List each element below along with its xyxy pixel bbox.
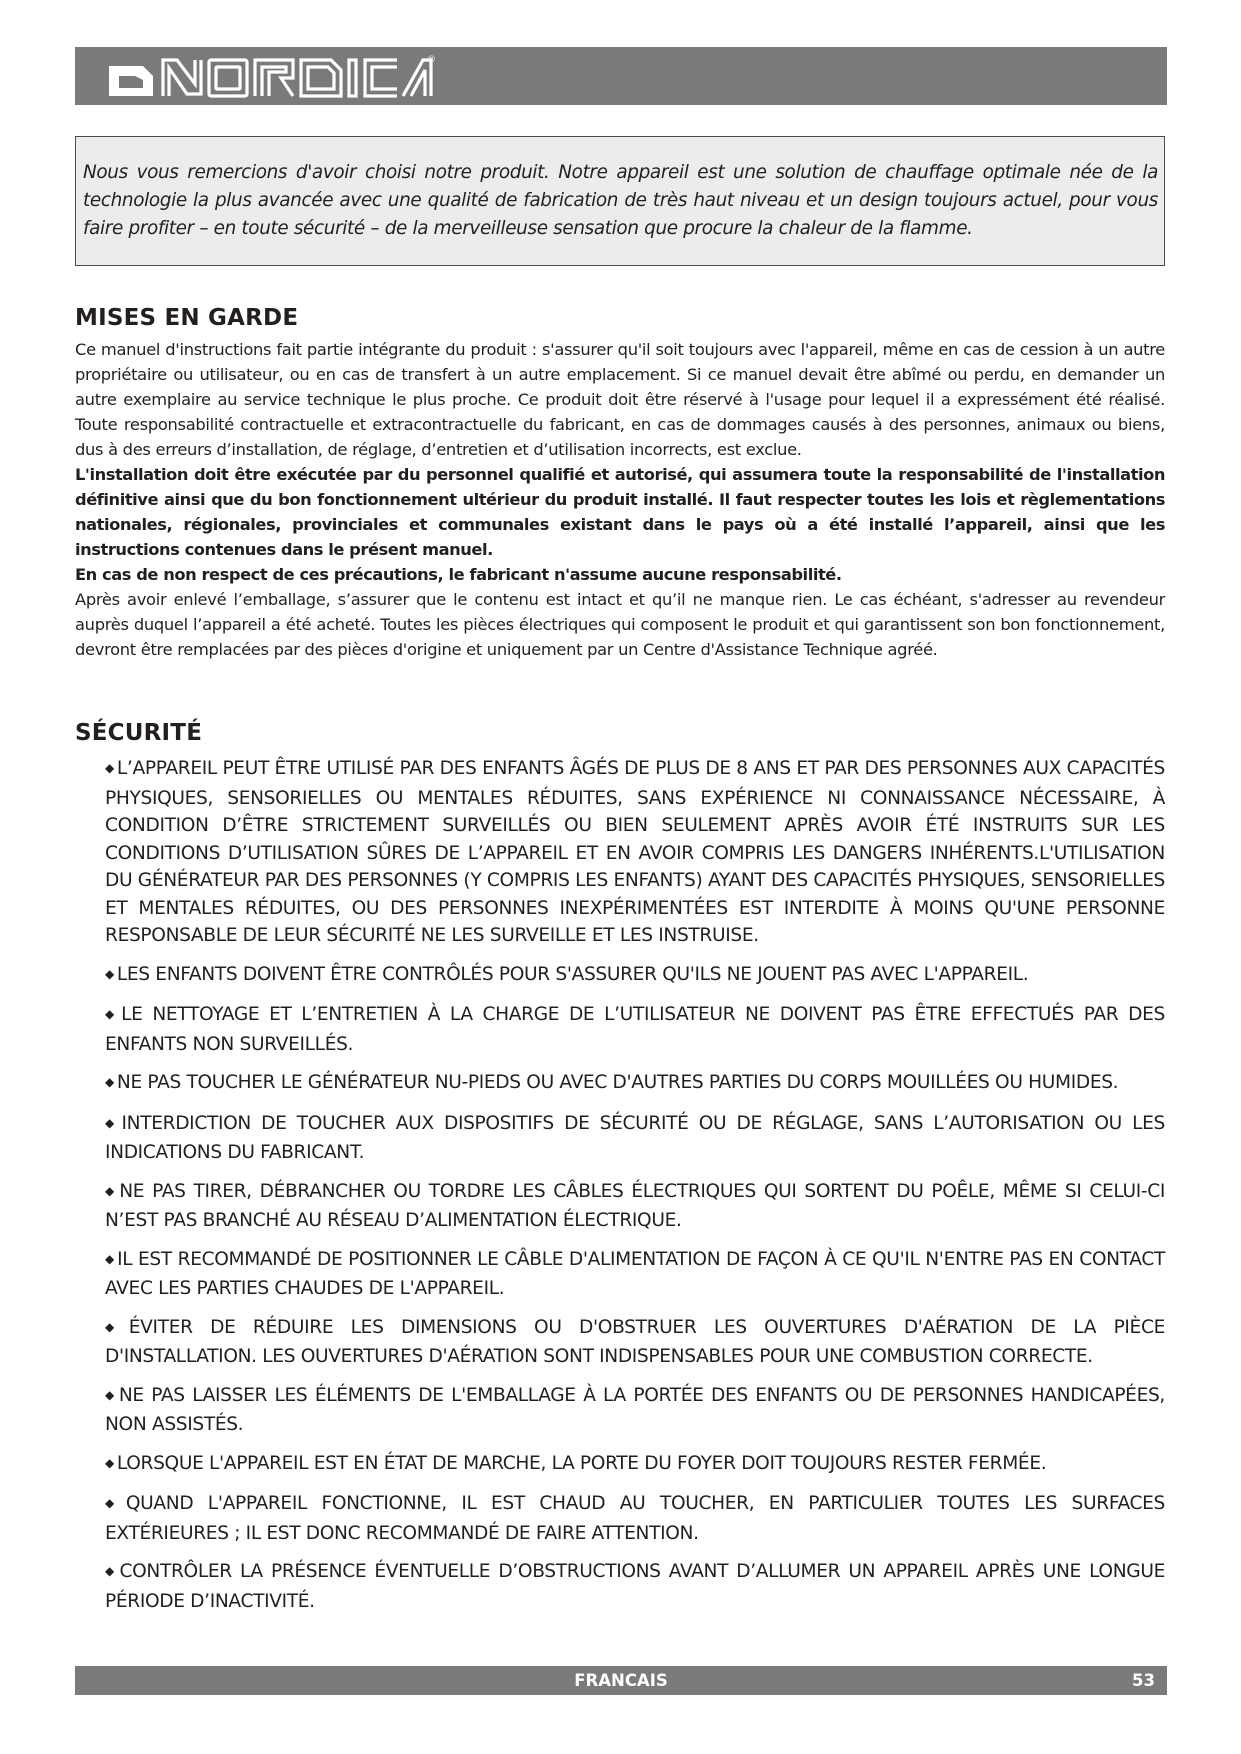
diamond-bullet-icon: ◆: [105, 1183, 117, 1198]
list-item: ◆ LE NETTOYAGE ET L’ENTRETIEN À LA CHARGE DE L’UTILISATEUR NE DOIVENT PAS ÊTRE EFFECTUÉS PAR DES ENFANTS NON SURVEILLÉS.: [105, 1004, 1165, 1055]
nordica-logo-icon: [105, 52, 435, 100]
diamond-bullet-icon: ◆: [105, 1564, 117, 1578]
list-item: ◆ ÉVITER DE RÉDUIRE LES DIMENSIONS OU D'OBSTRUER LES OUVERTURES D'AÉRATION DE LA PIÈCE D'INSTALLATION. LES OUVERTURES D'AÉRATION SONT INDISPENSABLES POUR UNE COMBUSTION CORRECTE.: [105, 1316, 1165, 1367]
diamond-bullet-icon: ◆: [105, 1115, 119, 1130]
mises-en-garde-body: [75, 337, 1165, 662]
list-item: ◆ NE PAS TIRER, DÉBRANCHER OU TORDRE LES CÂBLES ÉLECTRIQUES QUI SORTENT DU POÊLE, MÊME SI CELUI-CI N’EST PAS BRANCHÉ AU RÉSEAU D’ALIMENTATION ÉLECTRIQUE.: [105, 1180, 1165, 1231]
diamond-bullet-icon: ◆: [105, 1319, 126, 1334]
intro-text: Nous vous remercions d'avoir choisi notre produit. Notre appareil est une solution de chauffage optimale née de la technologie la plus avancée avec une qualité de fabrication de très haut niveau et un design toujours actuel, pour vous faire profiter – en toute sécurité – de la merveilleuse sensation que procure la chaleur de la flamme.: [83, 162, 1158, 239]
footer-bar: [75, 1666, 1167, 1695]
diamond-bullet-icon: ◆: [105, 1007, 119, 1021]
warning-bold-1: L'installation doit être exécutée par du personnel qualifié et autorisé, qui assumera toute la responsabilité de l'installation définitive ainsi que du bon fonctionnement ultérieur du produit installé. Il faut respecter toutes les lois et règlementations nationales, régionales, provinciales et communales existant dans le pays où a été installé l’appareil, ainsi que les instructions contenues dans le présent manuel.: [75, 465, 1165, 559]
diamond-bullet-icon: ◆: [105, 1496, 123, 1510]
diamond-bullet-icon: ◆: [105, 1387, 116, 1402]
diamond-bullet-icon: ◆: [105, 1075, 114, 1089]
diamond-bullet-icon: ◆: [105, 1455, 114, 1470]
list-item: ◆ L’APPAREIL PEUT ÊTRE UTILISÉ PAR DES ENFANTS ÂGÉS DE PLUS DE 8 ANS ET PAR DES PERSONNES AUX CAPACITÉS PHYSIQUES, SENSORIELLES OU MENTALES RÉDUITES, SANS EXPÉRIENCE NI CONNAISSANCE NÉCESSAIRE, À CONDITION D’ÊTRE STRICTEMENT SURVEILLÉS OU BIEN SEULEMENT APRÈS AVOIR ÉTÉ INSTRUITS SUR LES CONDITIONS D’UTILISATION SÛRES DE L’APPAREIL ET EN AVOIR COMPRIS LES DANGERS INHÉRENTS.L'UTILISATION DU GÉNÉRATEUR PAR DES PERSONNES (Y COMPRIS LES ENFANTS) AYANT DES CAPACITÉS PHYSIQUES, SENSORIELLES ET MENTALES RÉDUITES, OU DES PERSONNES INEXPÉRIMENTÉES EST INTERDITE À MOINS QU'UNE PERSONNE RESPONSABLE DE LEUR SÉCURITÉ NE LES SURVEILLE ET LES INSTRUISE.: [105, 758, 1165, 946]
warning-paragraph-2: Après avoir enlevé l’emballage, s’assurer que le contenu est intact et qu’il ne manque rien. Le cas échéant, s'adresser au revendeur auprès duquel l’appareil a été acheté. Toutes les pièces électriques qui composent le produit et qui garantissent son bon fonctionnement, devront être remplacées par des pièces d'origine et uniquement par un Centre d'Assistance Technique agréé.: [75, 590, 1165, 659]
svg-text:®: ®: [427, 55, 436, 65]
header-bar: [75, 47, 1167, 105]
warning-paragraph-1: Ce manuel d'instructions fait partie intégrante du produit : s'assurer qu'il soit toujours avec l'appareil, même en cas de cession à un autre propriétaire ou utilisateur, ou en cas de transfert à un autre emplacement. Si ce manuel devait être abîmé ou perdu, en demander un autre exemplaire au service technique le plus proche. Ce produit doit être réservé à l'usage pour lequel il a expressément été réalisé. Toute responsabilité contractuelle et extracontractuelle du fabricant, en cas de dommages causés à des personnes, animaux ou biens, dus à des erreurs d’installation, de réglage, d’entretien et d’utilisation incorrects, est exclue.: [75, 340, 1165, 459]
page-number: 53: [1132, 1671, 1155, 1690]
list-item: ◆ NE PAS TOUCHER LE GÉNÉRATEUR NU-PIEDS OU AVEC D'AUTRES PARTIES DU CORPS MOUILLÉES OU HUMIDES.: [105, 1072, 1119, 1093]
list-item: ◆ INTERDICTION DE TOUCHER AUX DISPOSITIFS DE SÉCURITÉ OU DE RÉGLAGE, SANS L’AUTORISATION OU LES INDICATIONS DU FABRICANT.: [105, 1112, 1165, 1163]
section-title-securite: SÉCURITÉ: [75, 720, 203, 746]
diamond-bullet-icon: ◆: [105, 761, 114, 775]
safety-list: [105, 755, 1165, 1626]
warning-bold-2: En cas de non respect de ces précautions, le fabricant n'assume aucune responsabilité.: [75, 565, 842, 584]
list-item: ◆ IL EST RECOMMANDÉ DE POSITIONNER LE CÂBLE D'ALIMENTATION DE FAÇON À CE QU'IL N'ENTRE PAS EN CONTACT AVEC LES PARTIES CHAUDES DE L'APPAREIL.: [105, 1248, 1165, 1299]
list-item: ◆ LES ENFANTS DOIVENT ÊTRE CONTRÔLÉS POUR S'ASSURER QU'ILS NE JOUENT PAS AVEC L'APPAREIL.: [105, 963, 1029, 985]
brand-logo: [105, 52, 435, 100]
diamond-bullet-icon: ◆: [105, 1251, 115, 1266]
list-item: ◆ NE PAS LAISSER LES ÉLÉMENTS DE L'EMBALLAGE À LA PORTÉE DES ENFANTS OU DE PERSONNES HANDICAPÉES, NON ASSISTÉS.: [105, 1384, 1165, 1435]
list-item: ◆ QUAND L'APPAREIL FONCTIONNE, IL EST CHAUD AU TOUCHER, EN PARTICULIER TOUTES LES SURFACES EXTÉRIEURES ; IL EST DONC RECOMMANDÉ DE FAIRE ATTENTION.: [105, 1493, 1165, 1544]
list-item: ◆ CONTRÔLER LA PRÉSENCE ÉVENTUELLE D’OBSTRUCTIONS AVANT D’ALLUMER UN APPAREIL APRÈS UNE LONGUE PÉRIODE D’INACTIVITÉ.: [105, 1561, 1165, 1612]
intro-box: [75, 136, 1165, 266]
list-item: ◆ LORSQUE L'APPAREIL EST EN ÉTAT DE MARCHE, LA PORTE DU FOYER DOIT TOUJOURS RESTER FERMÉE.: [105, 1452, 1047, 1474]
footer-language: FRANCAIS: [574, 1671, 668, 1690]
diamond-bullet-icon: ◆: [105, 966, 114, 981]
section-title-mises-en-garde: MISES EN GARDE: [75, 305, 299, 331]
